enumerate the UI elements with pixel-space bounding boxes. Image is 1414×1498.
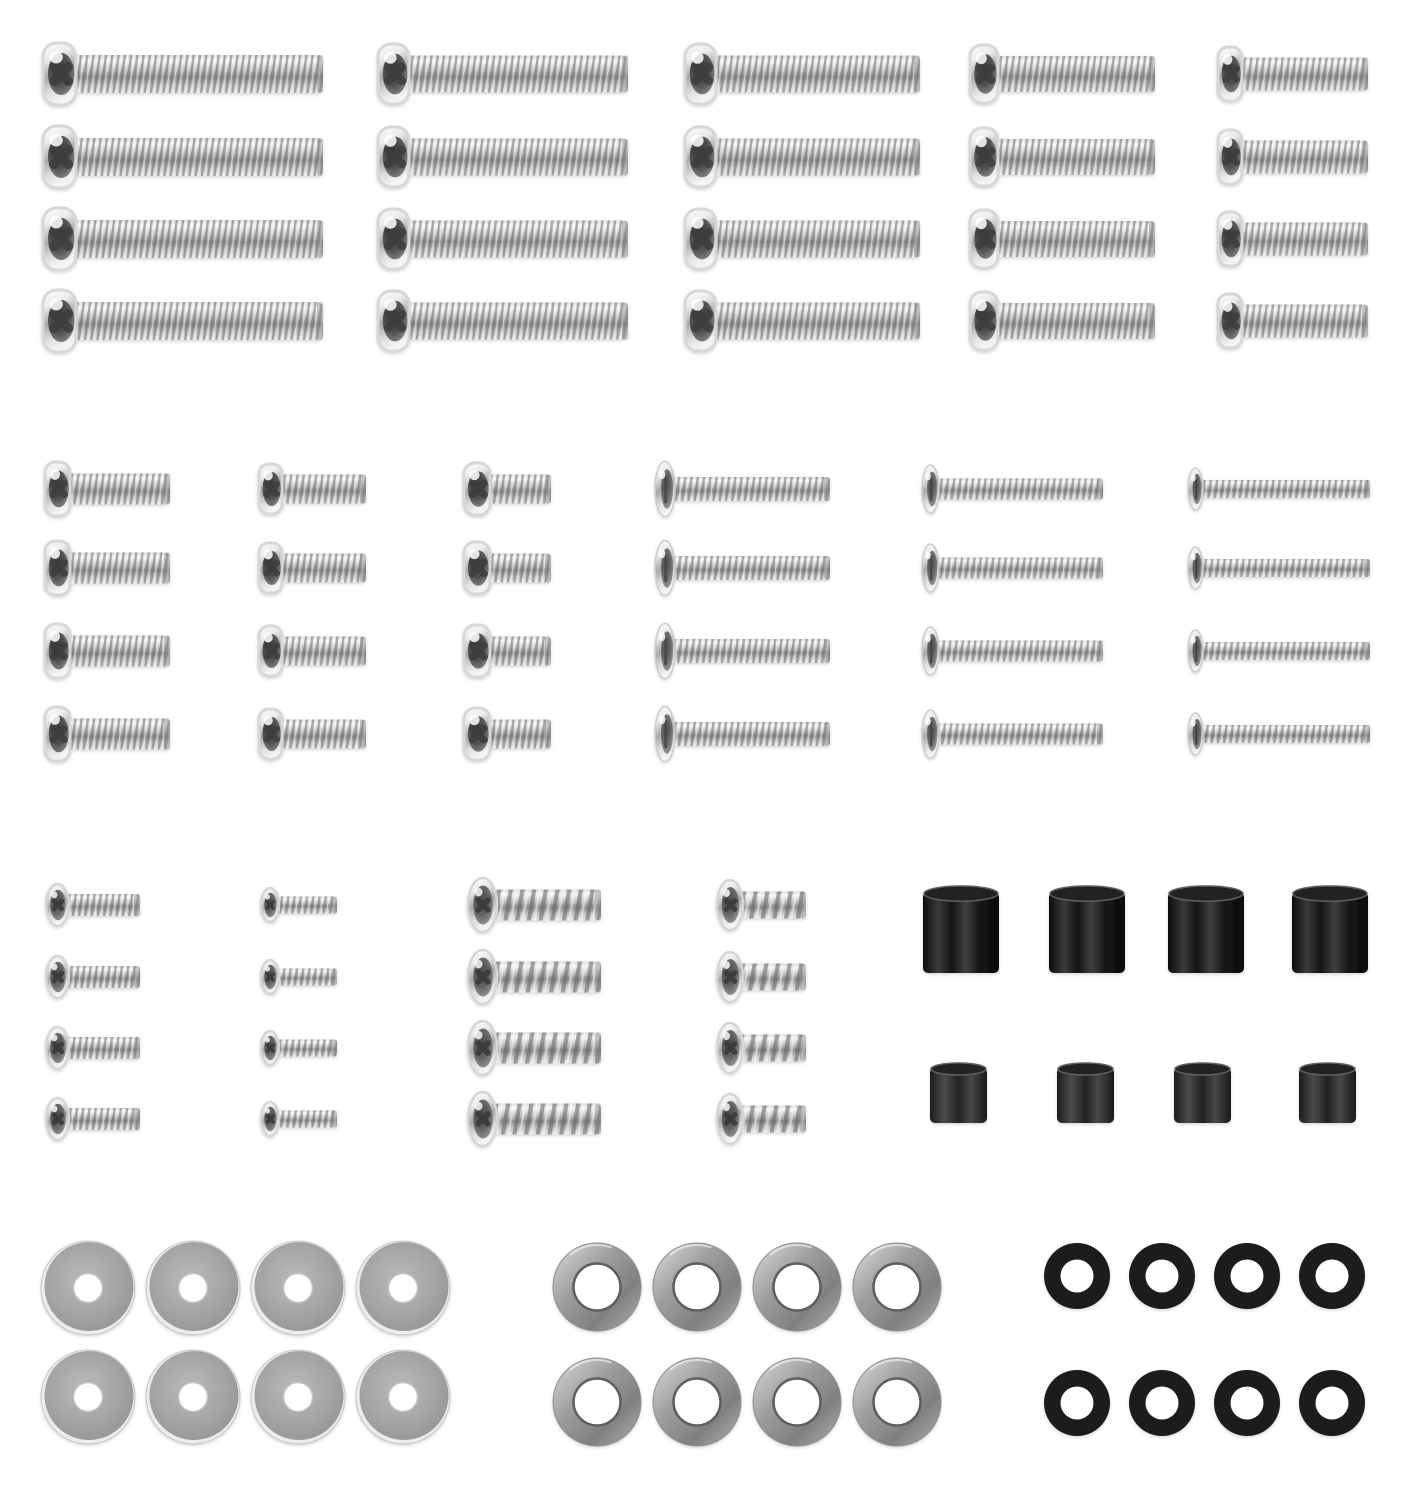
thin-screw-a-item4	[655, 707, 830, 762]
thin-screw-b-item2	[922, 544, 1103, 592]
medium-screw-b-item2	[259, 543, 366, 593]
medium-screw-c-item2	[464, 542, 551, 594]
long-screw-c-item1	[685, 44, 920, 104]
black-washer-item5	[1044, 1370, 1110, 1436]
flat-washer-item2	[638, 1228, 756, 1346]
long-screw-b-item2	[378, 127, 628, 187]
long-screw-d-item2	[970, 128, 1155, 186]
thin-screw-c-item3	[1188, 630, 1370, 672]
long-screw-c-item2	[685, 127, 920, 187]
fender-washer-item5	[41, 1350, 135, 1444]
coarse-screw-b-item4	[717, 1094, 806, 1144]
spacer-small-item2	[1057, 1063, 1114, 1123]
small-screw-b-item1	[261, 888, 337, 922]
small-screw-b-item3	[261, 1031, 337, 1065]
thin-screw-c-item1	[1188, 468, 1370, 510]
fender-washer-item2	[146, 1241, 240, 1335]
black-washer-item7	[1214, 1370, 1280, 1436]
long-screw-a-item4	[43, 290, 323, 352]
spacer-large-item2	[1049, 886, 1125, 973]
fender-washer-item6	[146, 1350, 240, 1444]
fender-washer-item8	[356, 1350, 450, 1444]
small-screw-a-item1	[46, 884, 140, 926]
thin-screw-a-item1	[655, 462, 830, 517]
spacer-small-item3	[1174, 1063, 1231, 1123]
long-screw-d-item3	[970, 210, 1155, 268]
black-washer-item1	[1044, 1243, 1110, 1309]
black-washer-item2	[1129, 1243, 1195, 1309]
medium-screw-b-item1	[259, 464, 366, 514]
long-screw-b-item3	[378, 209, 628, 269]
long-screw-a-item1	[43, 43, 323, 105]
long-screw-a-item2	[43, 126, 323, 188]
long-screw-e-item1	[1218, 47, 1368, 101]
small-screw-a-item3	[46, 1027, 140, 1069]
long-screw-d-item1	[970, 45, 1155, 103]
long-screw-e-item3	[1218, 212, 1368, 266]
small-screw-b-item4	[261, 1102, 337, 1136]
medium-screw-c-item3	[464, 625, 551, 677]
coarse-screw-b-item1	[717, 880, 806, 930]
long-screw-b-item1	[378, 44, 628, 104]
spacer-small-item1	[930, 1063, 987, 1123]
flat-washer-item1	[538, 1228, 656, 1346]
medium-screw-a-item3	[45, 624, 170, 678]
thin-screw-a-item3	[655, 624, 830, 679]
long-screw-e-item4	[1218, 294, 1368, 348]
thin-screw-a-item2	[655, 541, 830, 596]
medium-screw-a-item4	[45, 707, 170, 761]
fender-washer-item7	[251, 1350, 345, 1444]
small-screw-a-item4	[46, 1098, 140, 1140]
long-screw-e-item2	[1218, 130, 1368, 184]
spacer-large-item1	[923, 886, 999, 973]
medium-screw-b-item3	[259, 626, 366, 676]
fender-washer-item3	[251, 1241, 345, 1335]
flat-washer-item3	[738, 1228, 856, 1346]
black-washer-item8	[1299, 1370, 1365, 1436]
flat-washer-item4	[838, 1228, 956, 1346]
fender-washer-item1	[41, 1241, 135, 1335]
coarse-screw-a-item2	[468, 950, 601, 1004]
long-screw-a-item3	[43, 208, 323, 270]
thin-screw-b-item4	[922, 710, 1103, 758]
thin-screw-c-item4	[1188, 713, 1370, 755]
black-washer-item4	[1299, 1243, 1365, 1309]
medium-screw-c-item1	[464, 463, 551, 515]
spacer-large-item3	[1168, 886, 1244, 973]
fender-washer-item4	[356, 1241, 450, 1335]
black-washer-item6	[1129, 1370, 1195, 1436]
spacer-large-item4	[1292, 886, 1368, 973]
medium-screw-b-item4	[259, 709, 366, 759]
long-screw-d-item4	[970, 292, 1155, 350]
medium-screw-c-item4	[464, 708, 551, 760]
thin-screw-b-item1	[922, 465, 1103, 513]
long-screw-c-item4	[685, 291, 920, 351]
black-washer-item3	[1214, 1243, 1280, 1309]
coarse-screw-a-item1	[468, 878, 601, 932]
medium-screw-a-item1	[45, 462, 170, 516]
coarse-screw-a-item3	[468, 1021, 601, 1075]
long-screw-b-item4	[378, 291, 628, 351]
coarse-screw-b-item2	[717, 952, 806, 1002]
medium-screw-a-item2	[45, 541, 170, 595]
small-screw-b-item2	[261, 960, 337, 994]
thin-screw-b-item3	[922, 627, 1103, 675]
flat-washer-item6	[638, 1343, 756, 1461]
coarse-screw-b-item3	[717, 1023, 806, 1073]
spacer-small-item4	[1299, 1063, 1356, 1123]
flat-washer-item8	[838, 1343, 956, 1461]
flat-washer-item7	[738, 1343, 856, 1461]
flat-washer-item5	[538, 1343, 656, 1461]
parts-layer	[41, 43, 1370, 1461]
long-screw-c-item3	[685, 209, 920, 269]
small-screw-a-item2	[46, 956, 140, 998]
coarse-screw-a-item4	[468, 1092, 601, 1146]
thin-screw-c-item2	[1188, 547, 1370, 589]
